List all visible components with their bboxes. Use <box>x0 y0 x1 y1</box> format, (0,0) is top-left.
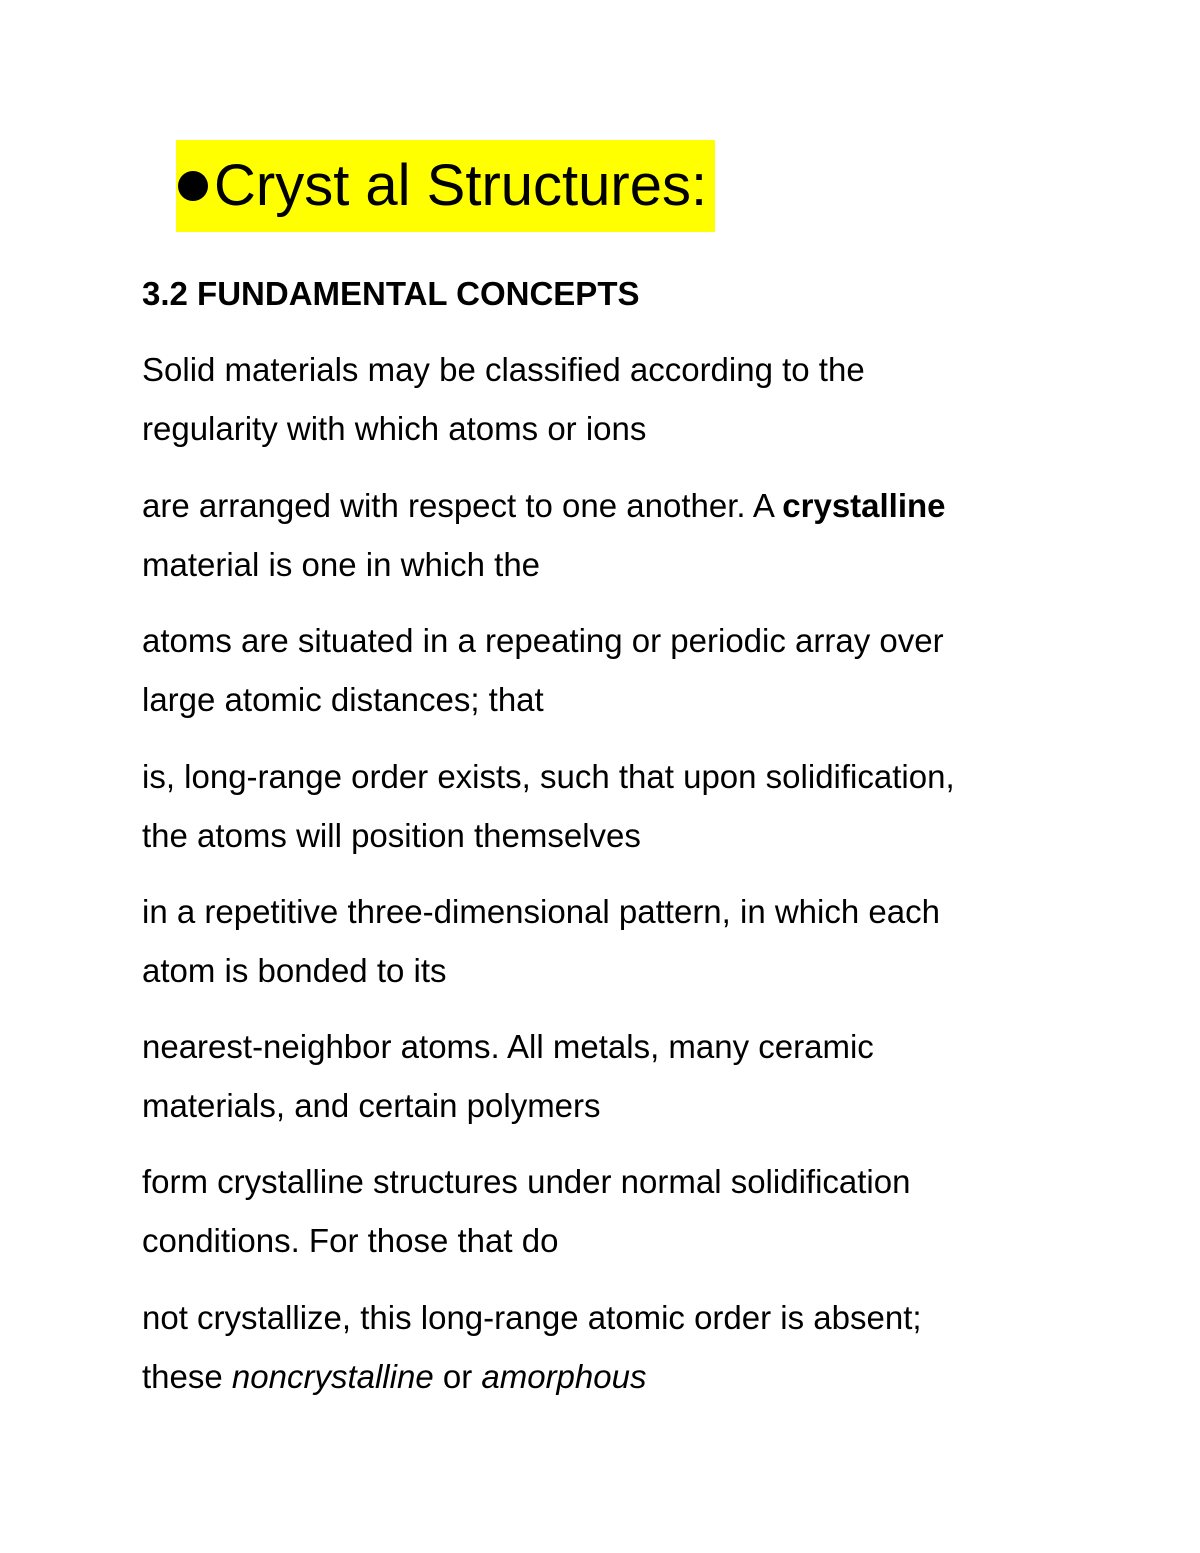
paragraph-line: atom is bonded to its <box>142 952 447 989</box>
highlighted-title <box>176 140 715 232</box>
paragraph-line <box>142 1347 1092 1406</box>
paragraph-line: regularity with which atoms or ions <box>142 410 647 447</box>
paragraph-line: material is one in which the <box>142 546 541 583</box>
paragraph-5 <box>142 882 1092 1000</box>
bullet-icon <box>178 171 208 201</box>
paragraph-8 <box>142 1288 1092 1406</box>
page-title <box>176 140 707 232</box>
title-text: Cryst al Structures: <box>214 153 708 218</box>
italic-term-noncrystalline: noncrystalline <box>231 1358 434 1395</box>
paragraph-line: the atoms will position themselves <box>142 817 641 854</box>
text-run: or <box>433 1358 482 1395</box>
paragraph-line: large atomic distances; that <box>142 681 544 718</box>
paragraph-line: form crystalline structures under normal solidification <box>142 1163 911 1200</box>
text-run: are arranged with respect to one another. A <box>142 487 783 524</box>
paragraph-line: conditions. For those that do <box>142 1222 559 1259</box>
italic-term-amorphous: amorphous <box>481 1358 647 1395</box>
paragraph-line: not crystallize, this long-range atomic order is absent; <box>142 1299 922 1336</box>
paragraph-line: materials, and certain polymers <box>142 1087 601 1124</box>
paragraph-7 <box>142 1152 1092 1270</box>
paragraph-line <box>142 476 1092 535</box>
paragraph-line: nearest-neighbor atoms. All metals, many ceramic <box>142 1028 874 1065</box>
bold-term-crystalline: crystalline <box>782 487 946 524</box>
paragraph-6 <box>142 1017 1092 1135</box>
paragraph-line: Solid materials may be classified according to the <box>142 351 865 388</box>
paragraph-4 <box>142 747 1092 865</box>
section-heading: 3.2 FUNDAMENTAL CONCEPTS <box>142 275 640 312</box>
paragraph-1 <box>142 340 1092 458</box>
text-run: these <box>142 1358 232 1395</box>
paragraph-line: in a repetitive three-dimensional pattern, in which each <box>142 893 940 930</box>
paragraph-3 <box>142 611 1092 729</box>
paragraph-2 <box>142 476 1092 594</box>
paragraph-line: atoms are situated in a repeating or periodic array over <box>142 622 944 659</box>
paragraph-line: is, long-range order exists, such that upon solidification, <box>142 758 955 795</box>
